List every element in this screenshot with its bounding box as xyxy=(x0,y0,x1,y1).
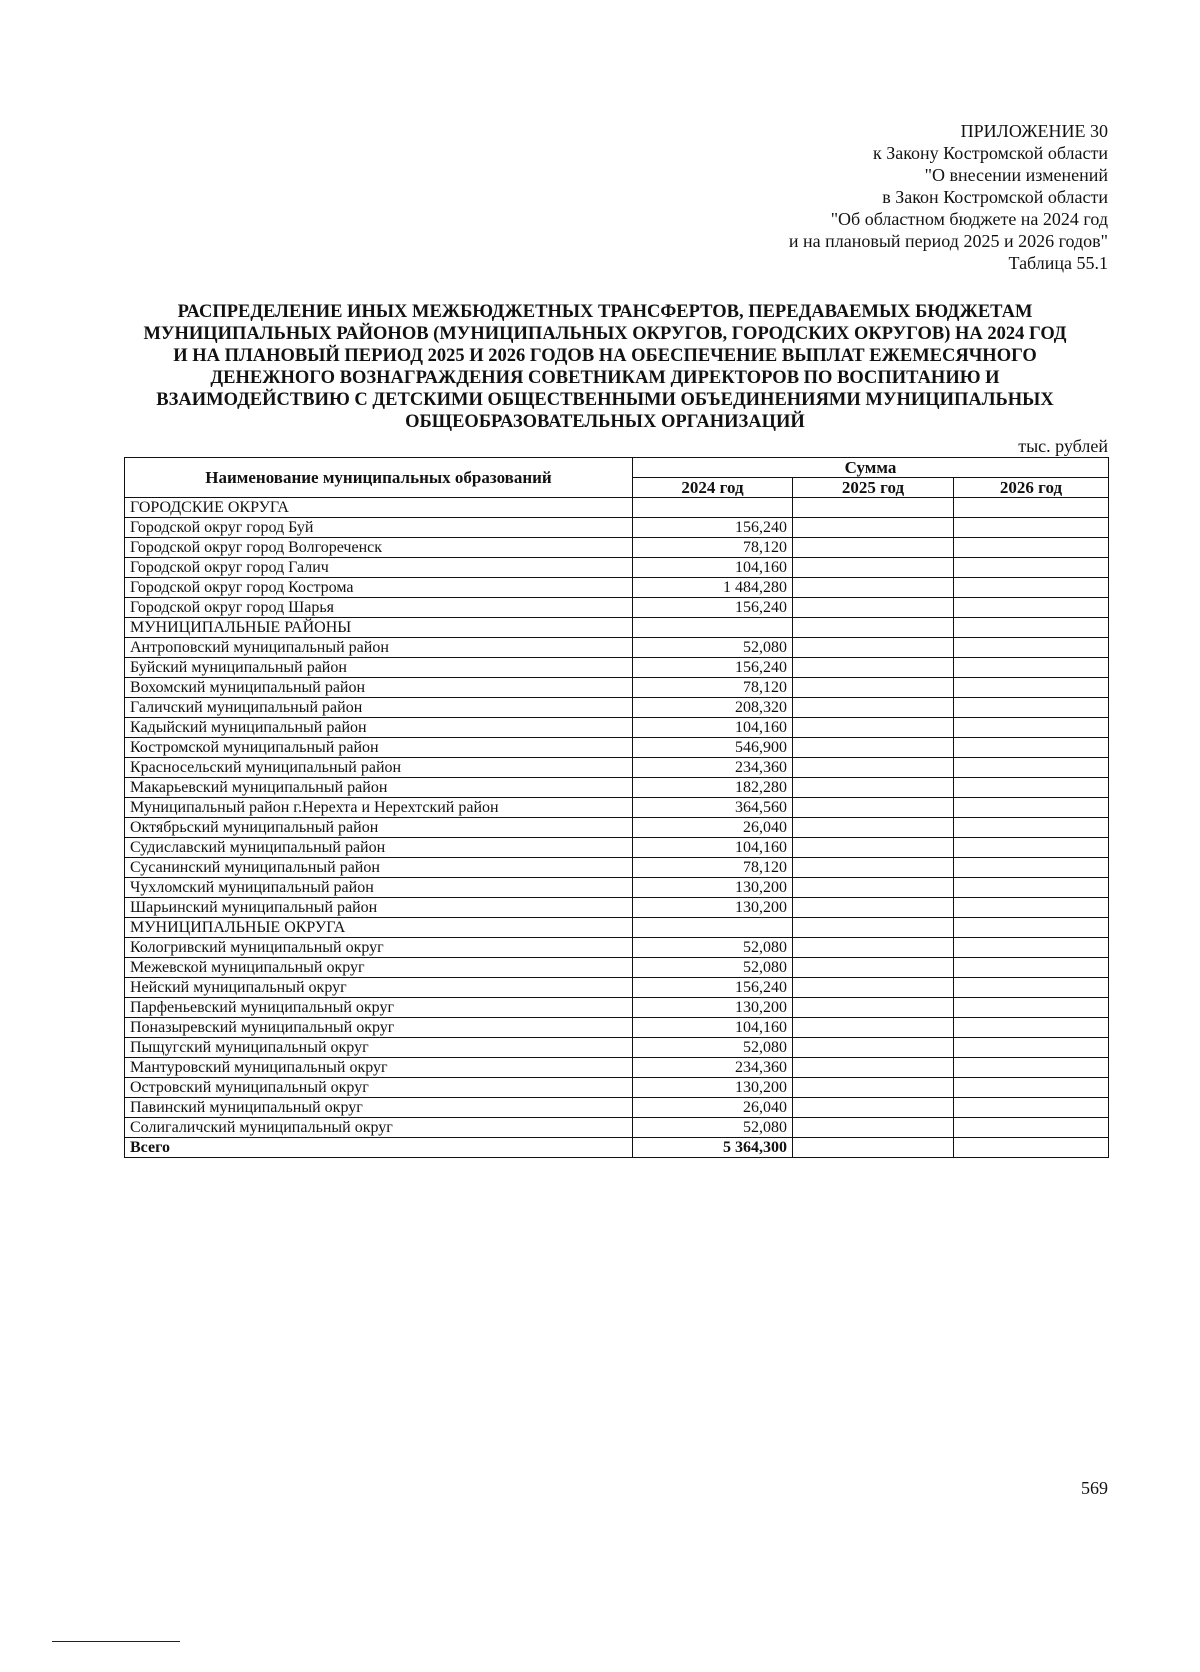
cell-name: Островский муниципальный округ xyxy=(125,1078,633,1098)
appendix-line: ПРИЛОЖЕНИЕ 30 xyxy=(960,121,1108,141)
cell-2025 xyxy=(793,1018,954,1038)
cell-name: Всего xyxy=(125,1138,633,1158)
table-header xyxy=(125,458,1109,498)
title-line: ДЕНЕЖНОГО ВОЗНАГРАЖДЕНИЯ СОВЕТНИКАМ ДИРЕКТОРОВ ПО ВОСПИТАНИЮ И xyxy=(210,368,1000,388)
cell-2026 xyxy=(954,738,1109,758)
cell-2024 xyxy=(633,498,793,518)
cell-2024: 130,200 xyxy=(633,898,793,918)
cell-2024: 130,200 xyxy=(633,878,793,898)
cell-2024: 26,040 xyxy=(633,818,793,838)
cell-2026 xyxy=(954,1058,1109,1078)
cell-name: Октябрьский муниципальный район xyxy=(125,818,633,838)
cell-2025 xyxy=(793,958,954,978)
table-row xyxy=(125,1018,1109,1038)
table-row xyxy=(125,838,1109,858)
cell-name: Чухломский муниципальный район xyxy=(125,878,633,898)
cell-2026 xyxy=(954,718,1109,738)
cell-2026 xyxy=(954,998,1109,1018)
cell-2026 xyxy=(954,878,1109,898)
cell-2025 xyxy=(793,1038,954,1058)
cell-name: Городской округ город Волгореченск xyxy=(125,538,633,558)
document-title xyxy=(110,301,1100,433)
cell-2026 xyxy=(954,778,1109,798)
cell-2025 xyxy=(793,618,954,638)
cell-2026 xyxy=(954,858,1109,878)
column-header-2024: 2024 год xyxy=(633,478,793,498)
cell-2024: 78,120 xyxy=(633,538,793,558)
cell-2026 xyxy=(954,578,1109,598)
cell-2026 xyxy=(954,498,1109,518)
cell-2025 xyxy=(793,798,954,818)
cell-2024: 52,080 xyxy=(633,1118,793,1138)
cell-2026 xyxy=(954,538,1109,558)
appendix-line: в Закон Костромской области xyxy=(882,187,1108,207)
cell-2026 xyxy=(954,798,1109,818)
cell-2024 xyxy=(633,918,793,938)
cell-2024: 208,320 xyxy=(633,698,793,718)
cell-2024: 52,080 xyxy=(633,958,793,978)
cell-2025 xyxy=(793,778,954,798)
table-row xyxy=(125,658,1109,678)
cell-2024: 546,900 xyxy=(633,738,793,758)
table-row xyxy=(125,938,1109,958)
cell-2025 xyxy=(793,1118,954,1138)
cell-2025 xyxy=(793,878,954,898)
table-row xyxy=(125,898,1109,918)
cell-name: Городской округ город Галич xyxy=(125,558,633,578)
cell-name: Антроповский муниципальный район xyxy=(125,638,633,658)
cell-name: Костромской муниципальный район xyxy=(125,738,633,758)
cell-2024: 156,240 xyxy=(633,518,793,538)
cell-2025 xyxy=(793,1138,954,1158)
column-header-2025: 2025 год xyxy=(793,478,954,498)
cell-2026 xyxy=(954,918,1109,938)
cell-2024: 104,160 xyxy=(633,1018,793,1038)
cell-2024: 104,160 xyxy=(633,558,793,578)
table-row xyxy=(125,918,1109,938)
cell-2025 xyxy=(793,1098,954,1118)
cell-name: Городской округ город Шарья xyxy=(125,598,633,618)
table-row xyxy=(125,578,1109,598)
cell-2026 xyxy=(954,518,1109,538)
title-line: РАСПРЕДЕЛЕНИЕ ИНЫХ МЕЖБЮДЖЕТНЫХ ТРАНСФЕРТОВ, ПЕРЕДАВАЕМЫХ БЮДЖЕТАМ xyxy=(177,302,1033,322)
cell-2024: 26,040 xyxy=(633,1098,793,1118)
cell-name: МУНИЦИПАЛЬНЫЕ РАЙОНЫ xyxy=(125,618,633,638)
column-header-name: Наименование муниципальных образований xyxy=(125,458,633,498)
cell-name: Нейский муниципальный округ xyxy=(125,978,633,998)
cell-2026 xyxy=(954,1018,1109,1038)
cell-2026 xyxy=(954,1078,1109,1098)
total-row xyxy=(125,1138,1109,1158)
cell-2026 xyxy=(954,758,1109,778)
cell-name: Мантуровский муниципальный округ xyxy=(125,1058,633,1078)
table-row xyxy=(125,1058,1109,1078)
table-row xyxy=(125,878,1109,898)
cell-2026 xyxy=(954,1038,1109,1058)
table-row xyxy=(125,538,1109,558)
cell-name: Шарьинский муниципальный район xyxy=(125,898,633,918)
title-line: ВЗАИМОДЕЙСТВИЮ С ДЕТСКИМИ ОБЩЕСТВЕННЫМИ ОБЪЕДИНЕНИЯМИ МУНИЦИПАЛЬНЫХ xyxy=(156,390,1054,410)
cell-2026 xyxy=(954,898,1109,918)
table-number: Таблица 55.1 xyxy=(1008,253,1108,273)
cell-name: Городской округ город Буй xyxy=(125,518,633,538)
footer-rule xyxy=(52,1641,180,1642)
cell-2025 xyxy=(793,598,954,618)
cell-name: Кологривский муниципальный округ xyxy=(125,938,633,958)
cell-2025 xyxy=(793,538,954,558)
cell-2025 xyxy=(793,698,954,718)
cell-2025 xyxy=(793,638,954,658)
cell-2026 xyxy=(954,818,1109,838)
table-row xyxy=(125,738,1109,758)
table-row xyxy=(125,758,1109,778)
cell-2025 xyxy=(793,738,954,758)
cell-2025 xyxy=(793,838,954,858)
units-label: тыс. рублей xyxy=(1018,436,1108,456)
cell-2026 xyxy=(954,1138,1109,1158)
table-row xyxy=(125,1118,1109,1138)
cell-2025 xyxy=(793,918,954,938)
cell-2026 xyxy=(954,558,1109,578)
cell-2026 xyxy=(954,938,1109,958)
table-row xyxy=(125,1078,1109,1098)
cell-name: Красносельский муниципальный район xyxy=(125,758,633,778)
cell-name: Буйский муниципальный район xyxy=(125,658,633,678)
appendix-header xyxy=(789,120,1108,274)
cell-2025 xyxy=(793,938,954,958)
cell-name: Городской округ город Кострома xyxy=(125,578,633,598)
budget-table xyxy=(124,457,1109,1158)
cell-name: Вохомский муниципальный район xyxy=(125,678,633,698)
cell-2026 xyxy=(954,1118,1109,1138)
appendix-line: к Закону Костромской области xyxy=(872,143,1108,163)
cell-2025 xyxy=(793,1058,954,1078)
cell-2024: 182,280 xyxy=(633,778,793,798)
cell-2026 xyxy=(954,698,1109,718)
cell-2026 xyxy=(954,678,1109,698)
title-line: МУНИЦИПАЛЬНЫХ РАЙОНОВ (МУНИЦИПАЛЬНЫХ ОКРУГОВ, ГОРОДСКИХ ОКРУГОВ) НА 2024 ГОД xyxy=(143,324,1067,344)
cell-2024: 52,080 xyxy=(633,638,793,658)
table-row xyxy=(125,858,1109,878)
title-line: И НА ПЛАНОВЫЙ ПЕРИОД 2025 И 2026 ГОДОВ НА ОБЕСПЕЧЕНИЕ ВЫПЛАТ ЕЖЕМЕСЯЧНОГО xyxy=(173,346,1037,366)
cell-2026 xyxy=(954,958,1109,978)
cell-2024: 104,160 xyxy=(633,718,793,738)
cell-2025 xyxy=(793,658,954,678)
table-row xyxy=(125,798,1109,818)
table-row xyxy=(125,558,1109,578)
cell-2025 xyxy=(793,758,954,778)
cell-name: МУНИЦИПАЛЬНЫЕ ОКРУГА xyxy=(125,918,633,938)
appendix-line: и на плановый период 2025 и 2026 годов" xyxy=(788,231,1108,251)
table-row xyxy=(125,718,1109,738)
cell-2025 xyxy=(793,1078,954,1098)
cell-2024: 78,120 xyxy=(633,678,793,698)
cell-2025 xyxy=(793,818,954,838)
cell-2024: 364,560 xyxy=(633,798,793,818)
column-header-sum: Сумма xyxy=(633,458,1109,478)
cell-name: Муниципальный район г.Нерехта и Нерехтский район xyxy=(125,798,633,818)
table-row xyxy=(125,638,1109,658)
appendix-line: "Об областном бюджете на 2024 год xyxy=(830,209,1108,229)
table-row xyxy=(125,618,1109,638)
cell-2024 xyxy=(633,618,793,638)
cell-2024: 234,360 xyxy=(633,1058,793,1078)
cell-name: Поназыревский муниципальный округ xyxy=(125,1018,633,1038)
cell-2024: 156,240 xyxy=(633,658,793,678)
cell-2024: 130,200 xyxy=(633,998,793,1018)
table-row xyxy=(125,518,1109,538)
cell-2026 xyxy=(954,978,1109,998)
cell-2026 xyxy=(954,638,1109,658)
cell-2025 xyxy=(793,498,954,518)
cell-name: Парфеньевский муниципальный округ xyxy=(125,998,633,1018)
cell-2024: 5 364,300 xyxy=(633,1138,793,1158)
cell-2024: 104,160 xyxy=(633,838,793,858)
cell-2025 xyxy=(793,898,954,918)
table-body xyxy=(125,498,1109,1158)
table-row xyxy=(125,678,1109,698)
cell-name: Кадыйский муниципальный район xyxy=(125,718,633,738)
table-row xyxy=(125,958,1109,978)
cell-2025 xyxy=(793,578,954,598)
cell-2024: 130,200 xyxy=(633,1078,793,1098)
cell-2026 xyxy=(954,1098,1109,1118)
table-row xyxy=(125,778,1109,798)
cell-name: Межевской муниципальный округ xyxy=(125,958,633,978)
cell-2026 xyxy=(954,838,1109,858)
cell-2025 xyxy=(793,558,954,578)
cell-2024: 1 484,280 xyxy=(633,578,793,598)
cell-name: Галичский муниципальный район xyxy=(125,698,633,718)
appendix-line: "О внесении изменений xyxy=(924,165,1108,185)
cell-2024: 52,080 xyxy=(633,1038,793,1058)
title-line: ОБЩЕОБРАЗОВАТЕЛЬНЫХ ОРГАНИЗАЦИЙ xyxy=(405,412,805,432)
table-row xyxy=(125,998,1109,1018)
cell-name: Солигаличский муниципальный округ xyxy=(125,1118,633,1138)
table-row xyxy=(125,598,1109,618)
cell-2025 xyxy=(793,858,954,878)
cell-2024: 52,080 xyxy=(633,938,793,958)
cell-name: Павинский муниципальный округ xyxy=(125,1098,633,1118)
cell-2024: 234,360 xyxy=(633,758,793,778)
cell-2026 xyxy=(954,598,1109,618)
cell-2026 xyxy=(954,658,1109,678)
cell-2025 xyxy=(793,518,954,538)
cell-2026 xyxy=(954,618,1109,638)
table-row xyxy=(125,978,1109,998)
table-row xyxy=(125,818,1109,838)
table-row xyxy=(125,1038,1109,1058)
cell-2024: 156,240 xyxy=(633,598,793,618)
table-row xyxy=(125,698,1109,718)
header-row xyxy=(125,458,1109,478)
table-row xyxy=(125,1098,1109,1118)
cell-name: ГОРОДСКИЕ ОКРУГА xyxy=(125,498,633,518)
page-number: 569 xyxy=(1081,1478,1108,1498)
cell-name: Судиславский муниципальный район xyxy=(125,838,633,858)
cell-name: Макарьевский муниципальный район xyxy=(125,778,633,798)
cell-2024: 156,240 xyxy=(633,978,793,998)
cell-name: Сусанинский муниципальный район xyxy=(125,858,633,878)
cell-2025 xyxy=(793,718,954,738)
cell-name: Пыщугский муниципальный округ xyxy=(125,1038,633,1058)
cell-2024: 78,120 xyxy=(633,858,793,878)
cell-2025 xyxy=(793,978,954,998)
table-row xyxy=(125,498,1109,518)
cell-2025 xyxy=(793,998,954,1018)
column-header-2026: 2026 год xyxy=(954,478,1109,498)
cell-2025 xyxy=(793,678,954,698)
